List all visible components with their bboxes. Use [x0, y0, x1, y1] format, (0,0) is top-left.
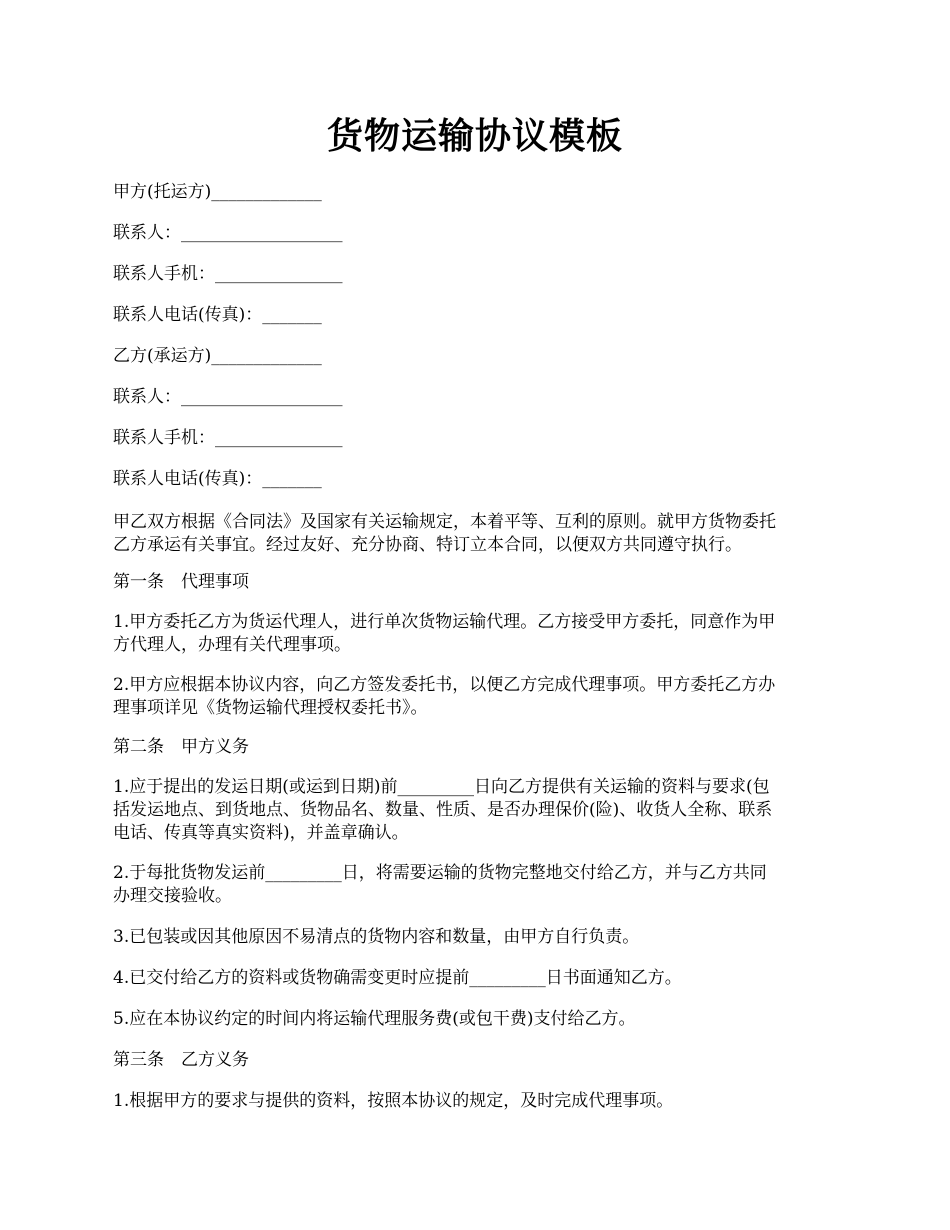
article1-heading: 第一条 代理事项 — [113, 572, 249, 592]
article2-item5: 5.应在本协议约定的时间内将运输代理服务费(或包干费)支付给乙方。 — [113, 1009, 636, 1029]
article1-item1-line-2: 方代理人，办理有关代理事项。 — [113, 635, 351, 655]
article3-heading: 第三条 乙方义务 — [113, 1050, 249, 1070]
preamble-line-2: 乙方承运有关事宜。经过友好、充分协商、特订立本合同，以便双方共同遵守执行。 — [113, 535, 742, 555]
party-b-contact: 联系人：___________________ — [113, 387, 343, 407]
party-b-label: 乙方(承运方)_____________ — [113, 346, 322, 366]
party-a-contact: 联系人：___________________ — [113, 223, 343, 243]
article2-item2-line-1: 2.于每批货物发运前_________日，将需要运输的货物完整地交付给乙方，并与乙方共同 — [113, 863, 767, 883]
document-title: 货物运输协议模板 — [326, 115, 623, 157]
party-a-label: 甲方(托运方)_____________ — [113, 182, 322, 202]
article2-item1-line-2: 括发运地点、到货地点、货物品名、数量、性质、是否办理保价(险)、收货人全称、联系 — [113, 800, 773, 820]
article2-item4: 4.已交付给乙方的资料或货物确需变更时应提前_________日书面通知乙方。 — [113, 968, 682, 988]
preamble-line-1: 甲乙双方根据《合同法》及国家有关运输规定，本着平等、互利的原则。就甲方货物委托 — [113, 512, 776, 532]
article1-item2-line-1: 2.甲方应根据本协议内容，向乙方签发委托书，以便乙方完成代理事项。甲方委托乙方办 — [113, 675, 776, 695]
article3-item1: 1.根据甲方的要求与提供的资料，按照本协议的规定，及时完成代理事项。 — [113, 1091, 674, 1111]
article2-item2-line-2: 办理交接验收。 — [113, 886, 232, 906]
article2-item1-line-3: 电话、传真等真实资料)，并盖章确认。 — [113, 823, 409, 843]
article1-item1-line-1: 1.甲方委托乙方为货运代理人，进行单次货物运输代理。乙方接受甲方委托，同意作为甲 — [113, 612, 776, 632]
article2-item1-line-1: 1.应于提出的发运日期(或运到日期)前_________日向乙方提供有关运输的资料与要求(包 — [113, 777, 770, 797]
party-b-mobile: 联系人手机：_______________ — [113, 428, 343, 448]
party-a-mobile: 联系人手机：_______________ — [113, 264, 343, 284]
party-a-phone: 联系人电话(传真)：_______ — [113, 305, 322, 325]
article2-heading: 第二条 甲方义务 — [113, 737, 249, 757]
party-b-phone: 联系人电话(传真)：_______ — [113, 469, 322, 489]
article1-item2-line-2: 理事项详见《货物运输代理授权委托书》。 — [113, 698, 428, 718]
article2-item3: 3.已包装或因其他原因不易清点的货物内容和数量，由甲方自行负责。 — [113, 927, 640, 947]
